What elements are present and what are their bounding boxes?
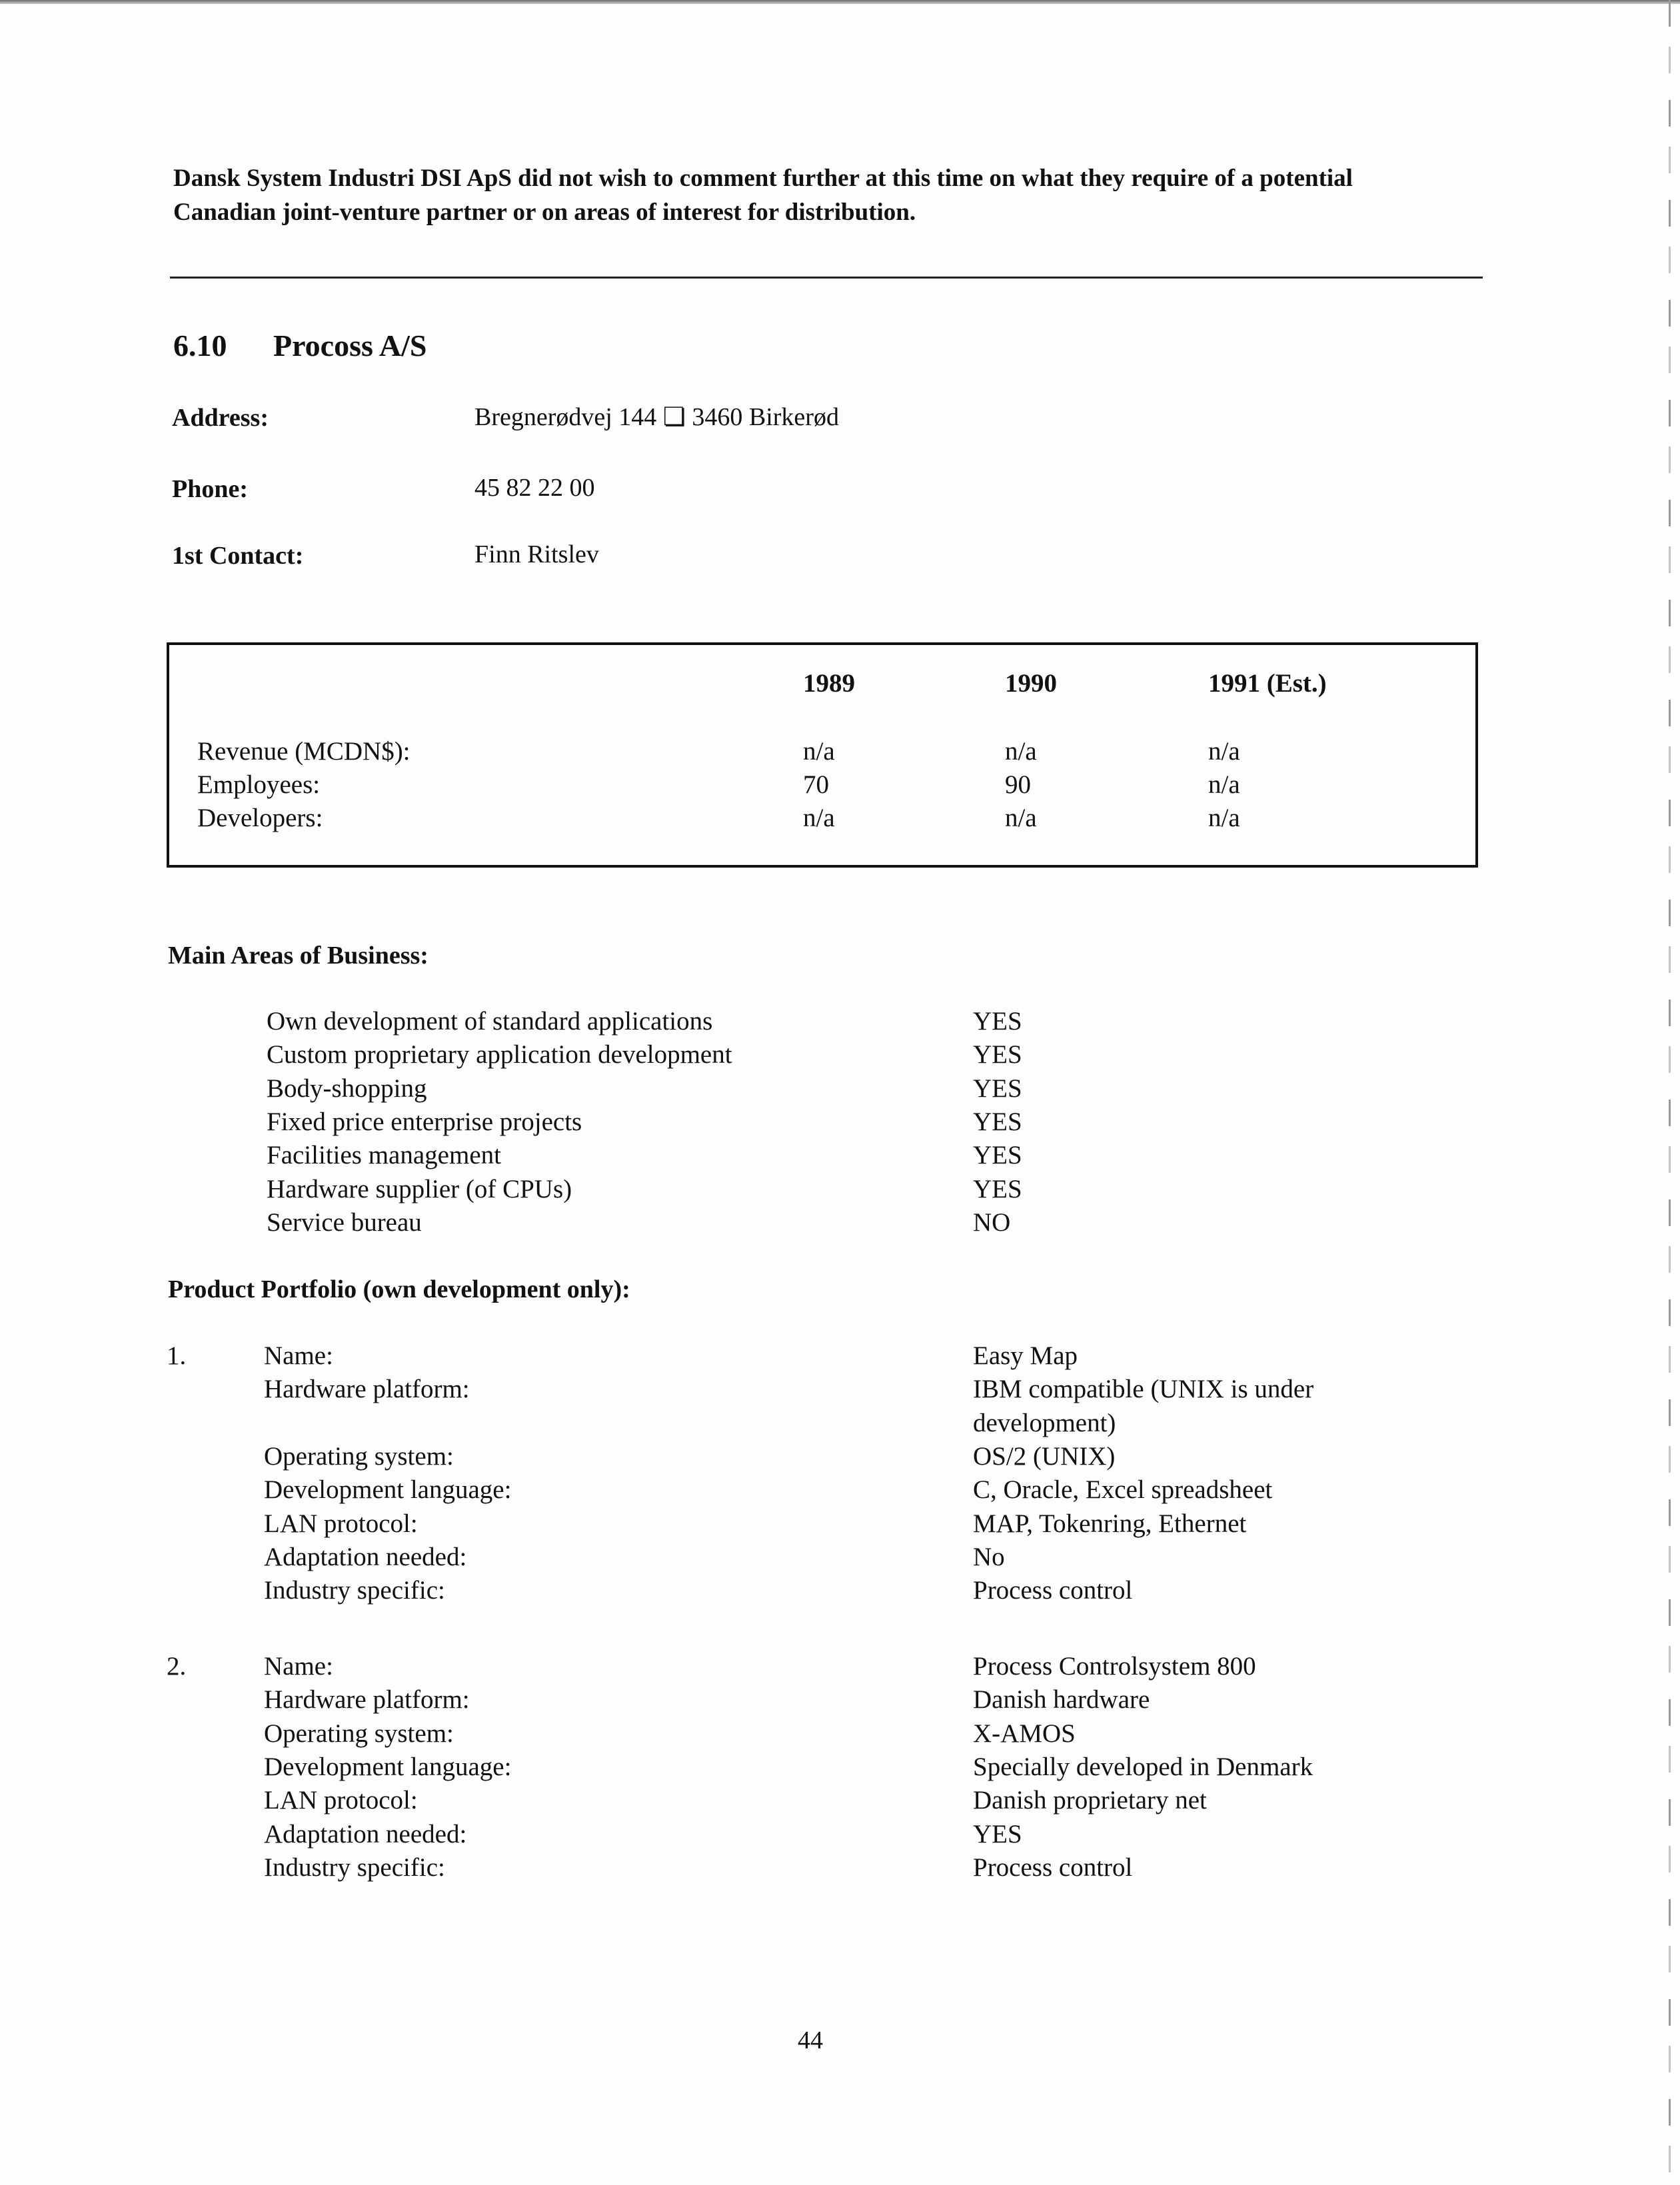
business-item-value: YES — [973, 1074, 1022, 1103]
business-item-label: Custom proprietary application development — [267, 1040, 732, 1070]
stats-header-1989: 1989 — [803, 669, 855, 698]
section-divider — [170, 277, 1483, 279]
product-field-value: Process control — [973, 1852, 1133, 1882]
business-item-label: Fixed price enterprise projects — [267, 1107, 582, 1136]
product-field-value: Process Controlsystem 800 — [973, 1652, 1256, 1681]
phone-value: 45 82 22 00 — [474, 474, 595, 502]
product-field-label: Operating system: — [264, 1441, 454, 1471]
product-field-label: Hardware platform: — [264, 1685, 470, 1715]
business-item-label: Hardware supplier (of CPUs) — [267, 1174, 572, 1203]
product-field-value: YES — [973, 1819, 1022, 1848]
stats-cell: n/a — [1005, 737, 1037, 766]
business-item-value: YES — [973, 1141, 1022, 1170]
product-field-label: Adaptation needed: — [264, 1542, 467, 1571]
product-field-value: MAP, Tokenring, Ethernet — [973, 1509, 1247, 1538]
stats-row-label: Developers: — [197, 804, 323, 832]
product-field-label: Industry specific: — [264, 1576, 445, 1605]
contact-label: 1st Contact: — [172, 542, 304, 570]
stats-header-1990: 1990 — [1005, 669, 1057, 698]
phone-label: Phone: — [172, 475, 248, 503]
section-title: Procoss A/S — [273, 329, 427, 363]
product-field-label: Operating system: — [264, 1719, 454, 1748]
portfolio-heading: Product Portfolio (own development only): — [168, 1275, 630, 1303]
product-field-value: No — [973, 1542, 1005, 1571]
product-field-label: Development language: — [264, 1475, 512, 1505]
stats-cell: n/a — [1005, 804, 1037, 832]
scan-edge-right — [1669, 0, 1671, 2185]
stats-header-1991: 1991 (Est.) — [1208, 669, 1327, 698]
product-field-value: Danish proprietary net — [973, 1786, 1207, 1815]
scan-edge-top — [0, 0, 1680, 4]
product-field-label: Name: — [264, 1652, 333, 1681]
stats-cell: n/a — [803, 737, 835, 766]
stats-row-label: Revenue (MCDN$): — [197, 737, 411, 766]
contact-value: Finn Ritslev — [474, 540, 599, 568]
product-field-label: Adaptation needed: — [264, 1819, 467, 1848]
page-number: 44 — [798, 2026, 823, 2054]
stats-cell: n/a — [1208, 804, 1240, 832]
business-item-value: YES — [973, 1174, 1022, 1203]
address-value: Bregnerødvej 144 ❏ 3460 Birkerød — [474, 403, 839, 431]
business-item-value: YES — [973, 1107, 1022, 1136]
stats-cell: n/a — [803, 804, 835, 832]
business-heading: Main Areas of Business: — [168, 942, 428, 970]
business-item-value: NO — [973, 1207, 1011, 1237]
stats-cell: n/a — [1208, 770, 1240, 799]
product-field-label: Industry specific: — [264, 1852, 445, 1882]
product-field-value: Specially developed in Denmark — [973, 1752, 1313, 1781]
product-field-value: Easy Map — [973, 1341, 1078, 1370]
stats-cell: n/a — [1208, 737, 1240, 766]
business-item-label: Own development of standard applications — [267, 1007, 713, 1036]
product-field-value-continued: development) — [973, 1408, 1116, 1437]
product-number: 2. — [167, 1652, 187, 1681]
address-label: Address: — [172, 404, 269, 432]
product-field-label: LAN protocol: — [264, 1509, 418, 1538]
business-item-label: Service bureau — [267, 1207, 422, 1237]
business-item-label: Body-shopping — [267, 1074, 427, 1103]
business-item-label: Facilities management — [267, 1141, 501, 1170]
product-number: 1. — [167, 1341, 187, 1370]
stats-cell: 90 — [1005, 770, 1031, 799]
section-number: 6.10 — [173, 329, 227, 363]
business-item-value: YES — [973, 1007, 1022, 1036]
business-item-value: YES — [973, 1040, 1022, 1070]
stats-cell: 70 — [803, 770, 829, 799]
product-field-label: Name: — [264, 1341, 333, 1370]
product-field-value: OS/2 (UNIX) — [973, 1441, 1116, 1471]
product-field-value: Process control — [973, 1576, 1133, 1605]
product-field-label: Hardware platform: — [264, 1375, 470, 1404]
product-field-value: IBM compatible (UNIX is under — [973, 1375, 1314, 1404]
stats-row-label: Employees: — [197, 770, 321, 799]
product-field-value: X-AMOS — [973, 1719, 1076, 1748]
product-field-value: Danish hardware — [973, 1685, 1150, 1715]
product-field-value: C, Oracle, Excel spreadsheet — [973, 1475, 1273, 1505]
intro-paragraph: Dansk System Industri DSI ApS did not wish to comment further at this time on what they require of a potential Canadian joint-venture partner or on areas of interest for distribution. — [173, 165, 1353, 226]
product-field-label: LAN protocol: — [264, 1786, 418, 1815]
product-field-label: Development language: — [264, 1752, 512, 1781]
